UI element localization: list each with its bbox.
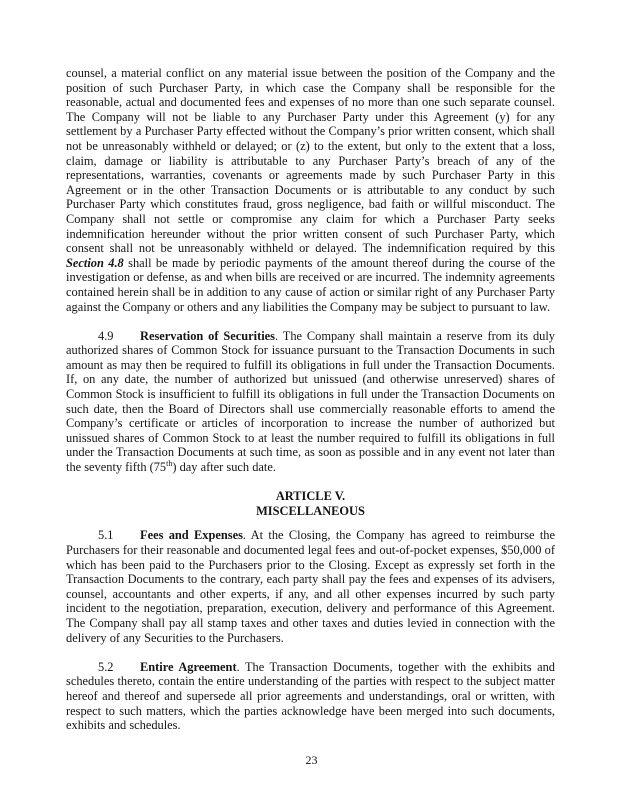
section-4-9-body-end: ) day after such date. — [172, 460, 276, 475]
ordinal-superscript: th — [166, 458, 173, 468]
section-5-1 — [66, 528, 555, 645]
article-v-heading — [66, 489, 555, 518]
section-5-2 — [66, 660, 555, 733]
section-4-9-title: Reservation of Securities — [140, 328, 275, 343]
document-content — [66, 66, 555, 747]
paragraph-text-end: shall be made by periodic payments of the amount thereof during the course of the investigation or defense, as and when bills are received or are incurred. The indemnity agreements contained herein shall be in addition to any cause of action or similar right of any Purchaser Party against the Company or others and any liabilities the Company may be subject to pursuant to law. — [66, 255, 555, 314]
section-4-8-reference: Section 4.8 — [66, 255, 124, 270]
section-4-9-number: 4.9 — [98, 328, 114, 343]
section-5-1-body: . At the Closing, the Company has agreed to reimburse the Purchasers for their reasonable and documented legal fees and out-of-pocket expenses, $50,000 of which has been paid to the Purchasers prior to the Closing. Except as expressly set forth in the Transaction Documents to the contrary, each party shall pay the fees and expenses of its advisers, counsel, accountants and other experts, if any, and all other expenses incurred by such party incident to the negotiation, preparation, execution, delivery and performance of this Agreement. The Company shall pay all stamp taxes and other taxes and duties levied in connection with the delivery of any Securities to the Purchasers. — [66, 528, 555, 645]
page-number: 23 — [305, 753, 318, 767]
article-v-title: ARTICLE V. — [275, 489, 346, 504]
paragraph-continuation — [66, 66, 555, 314]
section-5-2-number: 5.2 — [98, 659, 114, 674]
section-4-9 — [66, 329, 555, 475]
section-5-2-title: Entire Agreement — [140, 659, 237, 674]
section-5-2-body: . The Transaction Documents, together with the exhibits and schedules thereto, contain the entire understanding of the parties with respect to the subject matter hereof and thereof and supersede all prior agreements and understandings, oral or written, with respect to such matters, which the parties acknowledge have been merged into such documents, exhibits and schedules. — [66, 659, 555, 733]
section-5-1-number: 5.1 — [98, 528, 114, 543]
section-5-1-title: Fees and Expenses — [140, 528, 243, 543]
paragraph-text: counsel, a material conflict on any material issue between the position of the Company and the position of such Purchaser Party, in which case the Company shall be responsible for the reasonable, actual and documented fees and expenses of no more than one such separate counsel. The Company will not be liable to any Purchaser Party under this Agreement (y) for any settlement by a Purchaser Party effected without the Company’s prior written consent, which shall not be unreasonably withheld or delayed; or (z) to the extent, but only to the extent that a loss, claim, damage or liability is attributable to any Purchaser Party’s breach of any of the representations, warranties, covenants or agreements made by such Purchaser Party in this Agreement or in the other Transaction Documents or is attributable to any conduct by such Purchaser Party which constitutes fraud, gross negligence, bad faith or willful misconduct. The Company shall not settle or compromise any claim for which a Purchaser Party seeks indemnification hereunder without the prior written consent of such Purchaser Party, which consent shall not be unreasonably withheld or delayed. The indemnification required by this — [66, 66, 555, 256]
article-v-subtitle: MISCELLANEOUS — [256, 503, 365, 518]
section-4-9-body: . The Company shall maintain a reserve from its duly authorized shares of Common Stock for issuance pursuant to the Transaction Documents in such amount as may then be required to fulfill its obligations in full under the Transaction Documents. If, on any date, the number of authorized but unissued (and otherwise unreserved) shares of Common Stock is insufficient to fulfill its obligations in full under the Transaction Documents on such date, then the Board of Directors shall use commercially reasonable efforts to amend the Company’s certificate or articles of incorporation to increase the number of authorized but unissued shares of Common Stock to at least the number required to fulfill its obligations in full under the Transaction Documents at such time, as soon as possible and in any event not later than the seventy fifth (75 — [66, 328, 555, 475]
